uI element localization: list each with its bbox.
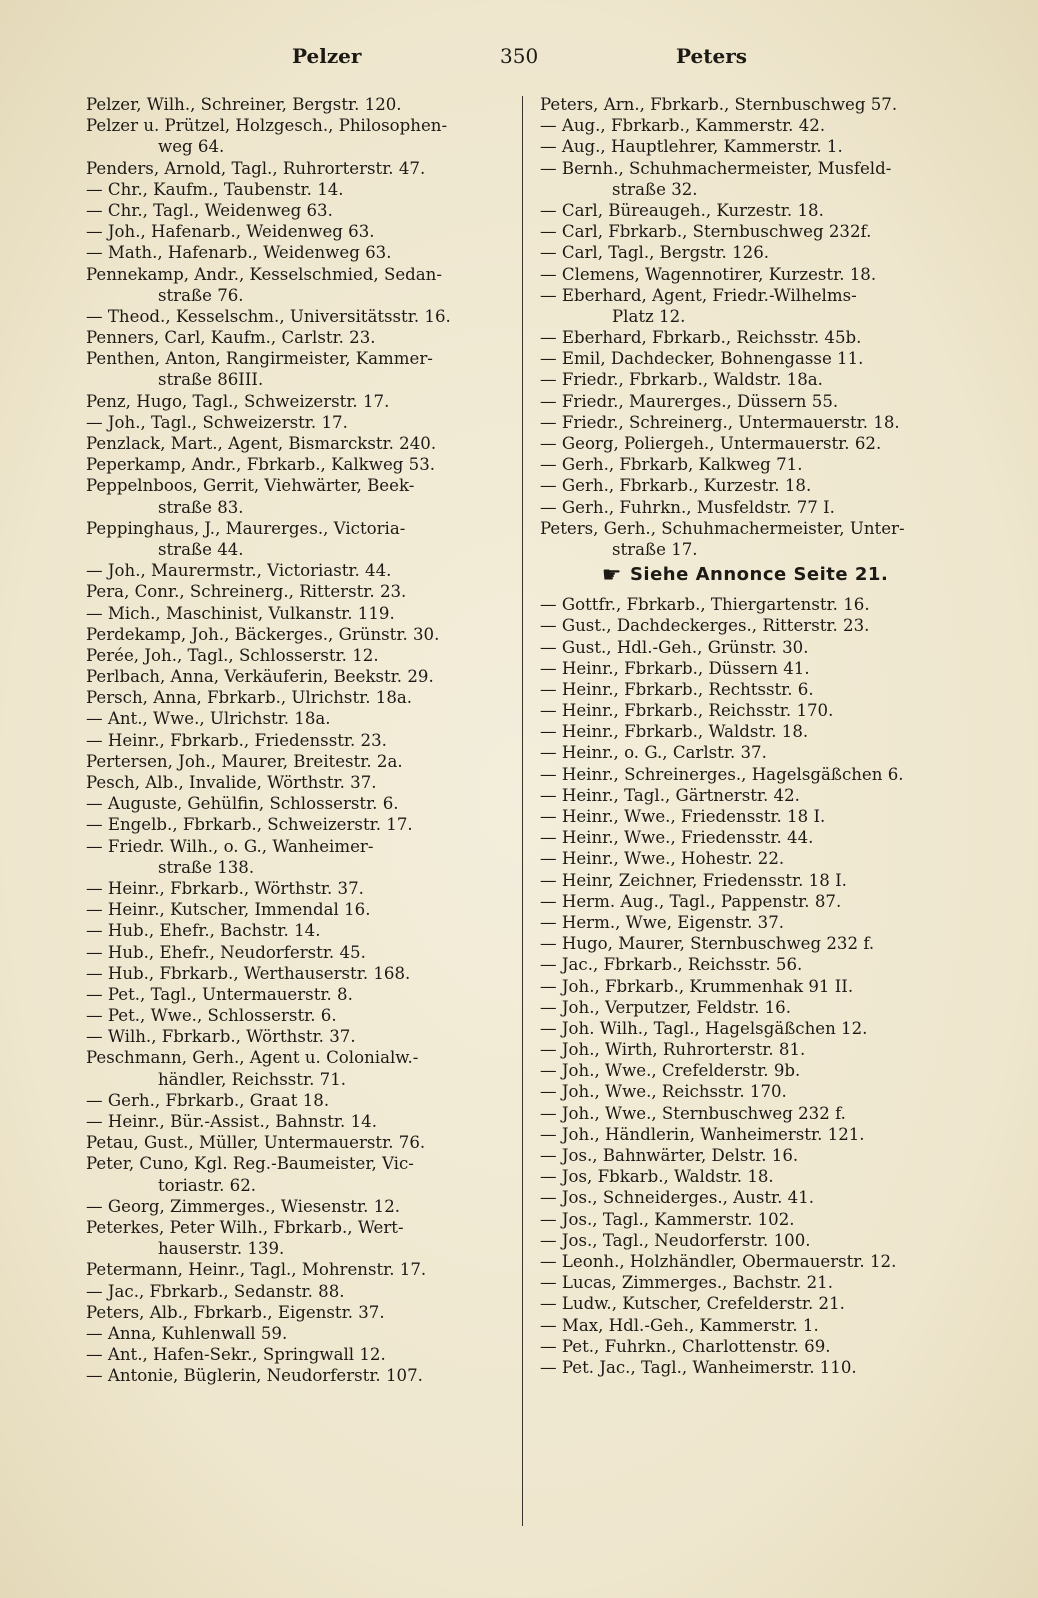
directory-line: — Theod., Kesselschm., Universitätsstr. 16.: [86, 306, 451, 326]
directory-line: — Pet., Fuhrkn., Charlottenstr. 69.: [540, 1336, 831, 1356]
directory-line: — Lucas, Zimmerges., Bachstr. 21.: [540, 1273, 833, 1293]
directory-line: — Aug., Hauptlehrer, Kammerstr. 1.: [540, 137, 843, 157]
directory-line: — Engelb., Fbrkarb., Schweizerstr. 17.: [86, 815, 413, 835]
directory-line: — Joh., Fbrkarb., Krummenhak 91 II.: [540, 976, 854, 996]
directory-line: — Jac., Fbrkarb., Sedanstr. 88.: [86, 1281, 345, 1301]
directory-line: straße 32.: [612, 179, 698, 199]
directory-line: — Heinr., Schreinerges., Hagelsgäßchen 6.: [540, 764, 904, 784]
directory-line: straße 17.: [612, 539, 698, 559]
pointing-hand-icon: ☛: [601, 563, 622, 589]
directory-line: — Bernh., Schuhmachermeister, Musfeld-: [540, 158, 892, 178]
directory-line: — Friedr., Maurerges., Düssern 55.: [540, 391, 839, 411]
directory-line: — Georg, Zimmerges., Wiesenstr. 12.: [86, 1196, 401, 1216]
directory-line: Pennekamp, Andr., Kesselschmied, Sedan-: [86, 264, 442, 284]
directory-line: — Emil, Dachdecker, Bohnengasse 11.: [540, 349, 864, 369]
directory-line: — Herm. Aug., Tagl., Pappenstr. 87.: [540, 891, 842, 911]
directory-line: — Gerh., Fbrkarb, Kalkweg 71.: [540, 455, 803, 475]
directory-line: Penthen, Anton, Rangirmeister, Kammer-: [86, 349, 433, 369]
directory-line: — Hugo, Maurer, Sternbuschweg 232 f.: [540, 934, 875, 954]
directory-line: — Hub., Ehefr., Neudorferstr. 45.: [86, 942, 366, 962]
right-column: [540, 94, 950, 1378]
directory-line: Peters, Gerh., Schuhmachermeister, Unter-: [540, 518, 905, 538]
directory-line: — Joh., Wwe., Sternbuschweg 232 f.: [540, 1103, 846, 1123]
directory-line: — Jos, Fbkarb., Waldstr. 18.: [540, 1167, 774, 1187]
directory-line: — Heinr, Zeichner, Friedensstr. 18 I.: [540, 870, 847, 890]
directory-line: — Jos., Tagl., Kammerstr. 102.: [540, 1209, 795, 1229]
left-column: [86, 94, 498, 1386]
directory-line: — Mich., Maschinist, Vulkanstr. 119.: [86, 603, 395, 623]
directory-line: — Joh., Händlerin, Wanheimerstr. 121.: [540, 1124, 865, 1144]
directory-line: — Jos., Schneiderges., Austr. 41.: [540, 1188, 815, 1208]
directory-line: — Wilh., Fbrkarb., Wörthstr. 37.: [86, 1027, 356, 1047]
directory-line: Pesch, Alb., Invalide, Wörthstr. 37.: [86, 773, 377, 792]
directory-line: Pelzer u. Prützel, Holzgesch., Philosophen-: [86, 116, 448, 136]
directory-line: Peppelnboos, Gerrit, Viehwärter, Beek-: [86, 476, 415, 496]
directory-line: Penders, Arnold, Tagl., Ruhrorterstr. 47.: [86, 158, 426, 178]
directory-line: — Joh. Wilh., Tagl., Hagelsgäßchen 12.: [540, 1018, 868, 1038]
directory-line: — Chr., Tagl., Weidenweg 63.: [86, 200, 333, 220]
directory-line: hauserstr. 139.: [158, 1239, 285, 1259]
directory-line: — Leonh., Holzhändler, Obermauerstr. 12.: [540, 1251, 897, 1271]
directory-line: Peters, Alb., Fbrkarb., Eigenstr. 37.: [86, 1302, 385, 1322]
directory-line: — Heinr., Bür.-Assist., Bahnstr. 14.: [86, 1112, 377, 1131]
directory-line: — Hub., Ehefr., Bachstr. 14.: [86, 921, 321, 941]
directory-line: — Gerh., Fuhrkn., Musfeldstr. 77 I.: [540, 497, 835, 517]
header-right-keyword: Peters: [676, 44, 747, 68]
directory-line: — Heinr., Tagl., Gärtnerstr. 42.: [540, 785, 800, 805]
directory-line: — Gust., Dachdeckerges., Ritterstr. 23.: [540, 616, 870, 636]
directory-line: Peter, Cuno, Kgl. Reg.-Baumeister, Vic-: [86, 1154, 414, 1174]
page-number: 350: [500, 44, 539, 68]
directory-line: — Ant., Hafen-Sekr., Springwall 12.: [86, 1345, 386, 1365]
directory-line: straße 76.: [158, 285, 244, 305]
directory-line: Penzlack, Mart., Agent, Bismarckstr. 240.: [86, 434, 437, 453]
directory-line: — Joh., Maurermstr., Victoriastr. 44.: [86, 561, 392, 581]
directory-line: Pertersen, Joh., Maurer, Breitestr. 2a.: [86, 751, 403, 771]
directory-line: — Heinr., Fbrkarb., Düssern 41.: [540, 658, 810, 678]
directory-line: Perlbach, Anna, Verkäuferin, Beekstr. 29.: [86, 667, 434, 687]
header-left-keyword: Pelzer: [292, 44, 362, 68]
directory-line: — Joh., Wwe., Reichsstr. 170.: [540, 1082, 787, 1102]
directory-line: — Friedr., Fbrkarb., Waldstr. 18a.: [540, 370, 823, 390]
directory-line: — Heinr., o. G., Carlstr. 37.: [540, 743, 767, 763]
directory-line: — Antonie, Büglerin, Neudorferstr. 107.: [86, 1366, 423, 1386]
right-column-bottom: [540, 594, 950, 1378]
directory-line: — Heinr., Kutscher, Immendal 16.: [86, 900, 371, 920]
directory-line: — Heinr., Fbrkarb., Waldstr. 18.: [540, 722, 809, 742]
directory-line: — Heinr., Wwe., Friedensstr. 18 I.: [540, 807, 826, 826]
directory-line: straße 44.: [158, 539, 244, 559]
directory-line: — Eberhard, Fbrkarb., Reichsstr. 45b.: [540, 328, 862, 348]
right-column-top: [540, 94, 950, 560]
directory-line: — Chr., Kaufm., Taubenstr. 14.: [86, 179, 344, 199]
directory-line: Petermann, Heinr., Tagl., Mohrenstr. 17.: [86, 1260, 427, 1280]
directory-line: Persch, Anna, Fbrkarb., Ulrichstr. 18a.: [86, 688, 413, 708]
directory-line: — Heinr., Fbrkarb., Rechtsstr. 6.: [540, 679, 814, 699]
directory-line: toriastr. 62.: [158, 1175, 257, 1195]
directory-line: — Aug., Fbrkarb., Kammerstr. 42.: [540, 116, 826, 136]
directory-line: — Hub., Fbrkarb., Werthauserstr. 168.: [86, 963, 411, 983]
directory-line: Penz, Hugo, Tagl., Schweizerstr. 17.: [86, 391, 390, 411]
directory-line: — Gerh., Fbrkarb., Kurzestr. 18.: [540, 476, 812, 496]
directory-line: — Pet., Wwe., Schlosserstr. 6.: [86, 1006, 337, 1026]
directory-line: — Georg, Poliergeh., Untermauerstr. 62.: [540, 434, 882, 453]
directory-line: Pelzer, Wilh., Schreiner, Bergstr. 120.: [86, 95, 402, 114]
directory-line: — Carl, Tagl., Bergstr. 126.: [540, 243, 770, 263]
directory-line: — Jos., Bahnwärter, Delstr. 16.: [540, 1146, 799, 1165]
directory-line: — Joh., Wwe., Crefelderstr. 9b.: [540, 1061, 801, 1081]
directory-line: — Math., Hafenarb., Weidenweg 63.: [86, 243, 392, 263]
directory-line: — Heinr., Wwe., Hohestr. 22.: [540, 849, 785, 869]
directory-line: Platz 12.: [612, 306, 686, 326]
directory-line: — Herm., Wwe, Eigenstr. 37.: [540, 912, 785, 932]
directory-line: Perée, Joh., Tagl., Schlosserstr. 12.: [86, 645, 379, 665]
directory-line: — Friedr., Schreinerg., Untermauerstr. 18.: [540, 412, 900, 432]
directory-line: — Anna, Kuhlenwall 59.: [86, 1323, 288, 1343]
directory-line: Pera, Conr., Schreinerg., Ritterstr. 23.: [86, 582, 407, 602]
directory-line: straße 138.: [158, 857, 255, 877]
directory-line: weg 64.: [158, 137, 225, 157]
annonce-notice: [540, 564, 950, 588]
directory-line: Peters, Arn., Fbrkarb., Sternbuschweg 57.: [540, 95, 898, 114]
directory-line: — Friedr. Wilh., o. G., Wanheimer-: [86, 836, 374, 856]
directory-line: händler, Reichsstr. 71.: [158, 1069, 347, 1089]
page-header: [0, 44, 1038, 76]
annonce-text: Siehe Annonce Seite 21.: [629, 564, 889, 586]
directory-line: — Gust., Hdl.-Geh., Grünstr. 30.: [540, 637, 809, 657]
directory-line: — Heinr., Fbrkarb., Wörthstr. 37.: [86, 878, 364, 898]
directory-line: — Carl, Büreaugeh., Kurzestr. 18.: [540, 200, 824, 220]
directory-line: — Heinr., Fbrkarb., Reichsstr. 170.: [540, 701, 834, 721]
directory-line: — Ludw., Kutscher, Crefelderstr. 21.: [540, 1294, 845, 1314]
directory-line: Peppinghaus, J., Maurerges., Victoria-: [86, 518, 406, 538]
directory-line: straße 86III.: [158, 370, 264, 390]
directory-line: — Joh., Tagl., Schweizerstr. 17.: [86, 412, 348, 432]
directory-line: — Clemens, Wagennotirer, Kurzestr. 18.: [540, 264, 877, 284]
directory-line: Petau, Gust., Müller, Untermauerstr. 76.: [86, 1133, 426, 1153]
directory-line: — Heinr., Wwe., Friedensstr. 44.: [540, 828, 814, 848]
directory-line: Peterkes, Peter Wilh., Fbrkarb., Wert-: [86, 1217, 404, 1237]
column-divider: [522, 96, 523, 1526]
directory-line: — Auguste, Gehülfin, Schlosserstr. 6.: [86, 794, 399, 814]
directory-line: — Jac., Fbrkarb., Reichsstr. 56.: [540, 955, 803, 975]
directory-line: — Eberhard, Agent, Friedr.-Wilhelms-: [540, 285, 857, 305]
directory-line: — Gerh., Fbrkarb., Graat 18.: [86, 1090, 330, 1110]
directory-line: — Carl, Fbrkarb., Sternbuschweg 232f.: [540, 222, 872, 242]
directory-line: — Jos., Tagl., Neudorferstr. 100.: [540, 1230, 811, 1250]
directory-line: — Joh., Wirth, Ruhrorterstr. 81.: [540, 1040, 806, 1060]
directory-line: — Heinr., Fbrkarb., Friedensstr. 23.: [86, 730, 387, 750]
directory-line: Peperkamp, Andr., Fbrkarb., Kalkweg 53.: [86, 455, 436, 475]
directory-line: — Max, Hdl.-Geh., Kammerstr. 1.: [540, 1315, 819, 1335]
directory-line: — Joh., Hafenarb., Weidenweg 63.: [86, 222, 375, 242]
directory-line: Perdekamp, Joh., Bäckerges., Grünstr. 30.: [86, 624, 440, 644]
directory-line: — Ant., Wwe., Ulrichstr. 18a.: [86, 709, 331, 729]
directory-line: Penners, Carl, Kaufm., Carlstr. 23.: [86, 328, 376, 348]
directory-line: Peschmann, Gerh., Agent u. Colonialw.-: [86, 1048, 419, 1068]
directory-line: — Pet., Tagl., Untermauerstr. 8.: [86, 984, 353, 1004]
directory-line: — Joh., Verputzer, Feldstr. 16.: [540, 997, 792, 1017]
directory-line: — Gottfr., Fbrkarb., Thiergartenstr. 16.: [540, 595, 870, 615]
directory-line: — Pet. Jac., Tagl., Wanheimerstr. 110.: [540, 1357, 857, 1377]
directory-line: straße 83.: [158, 497, 244, 517]
